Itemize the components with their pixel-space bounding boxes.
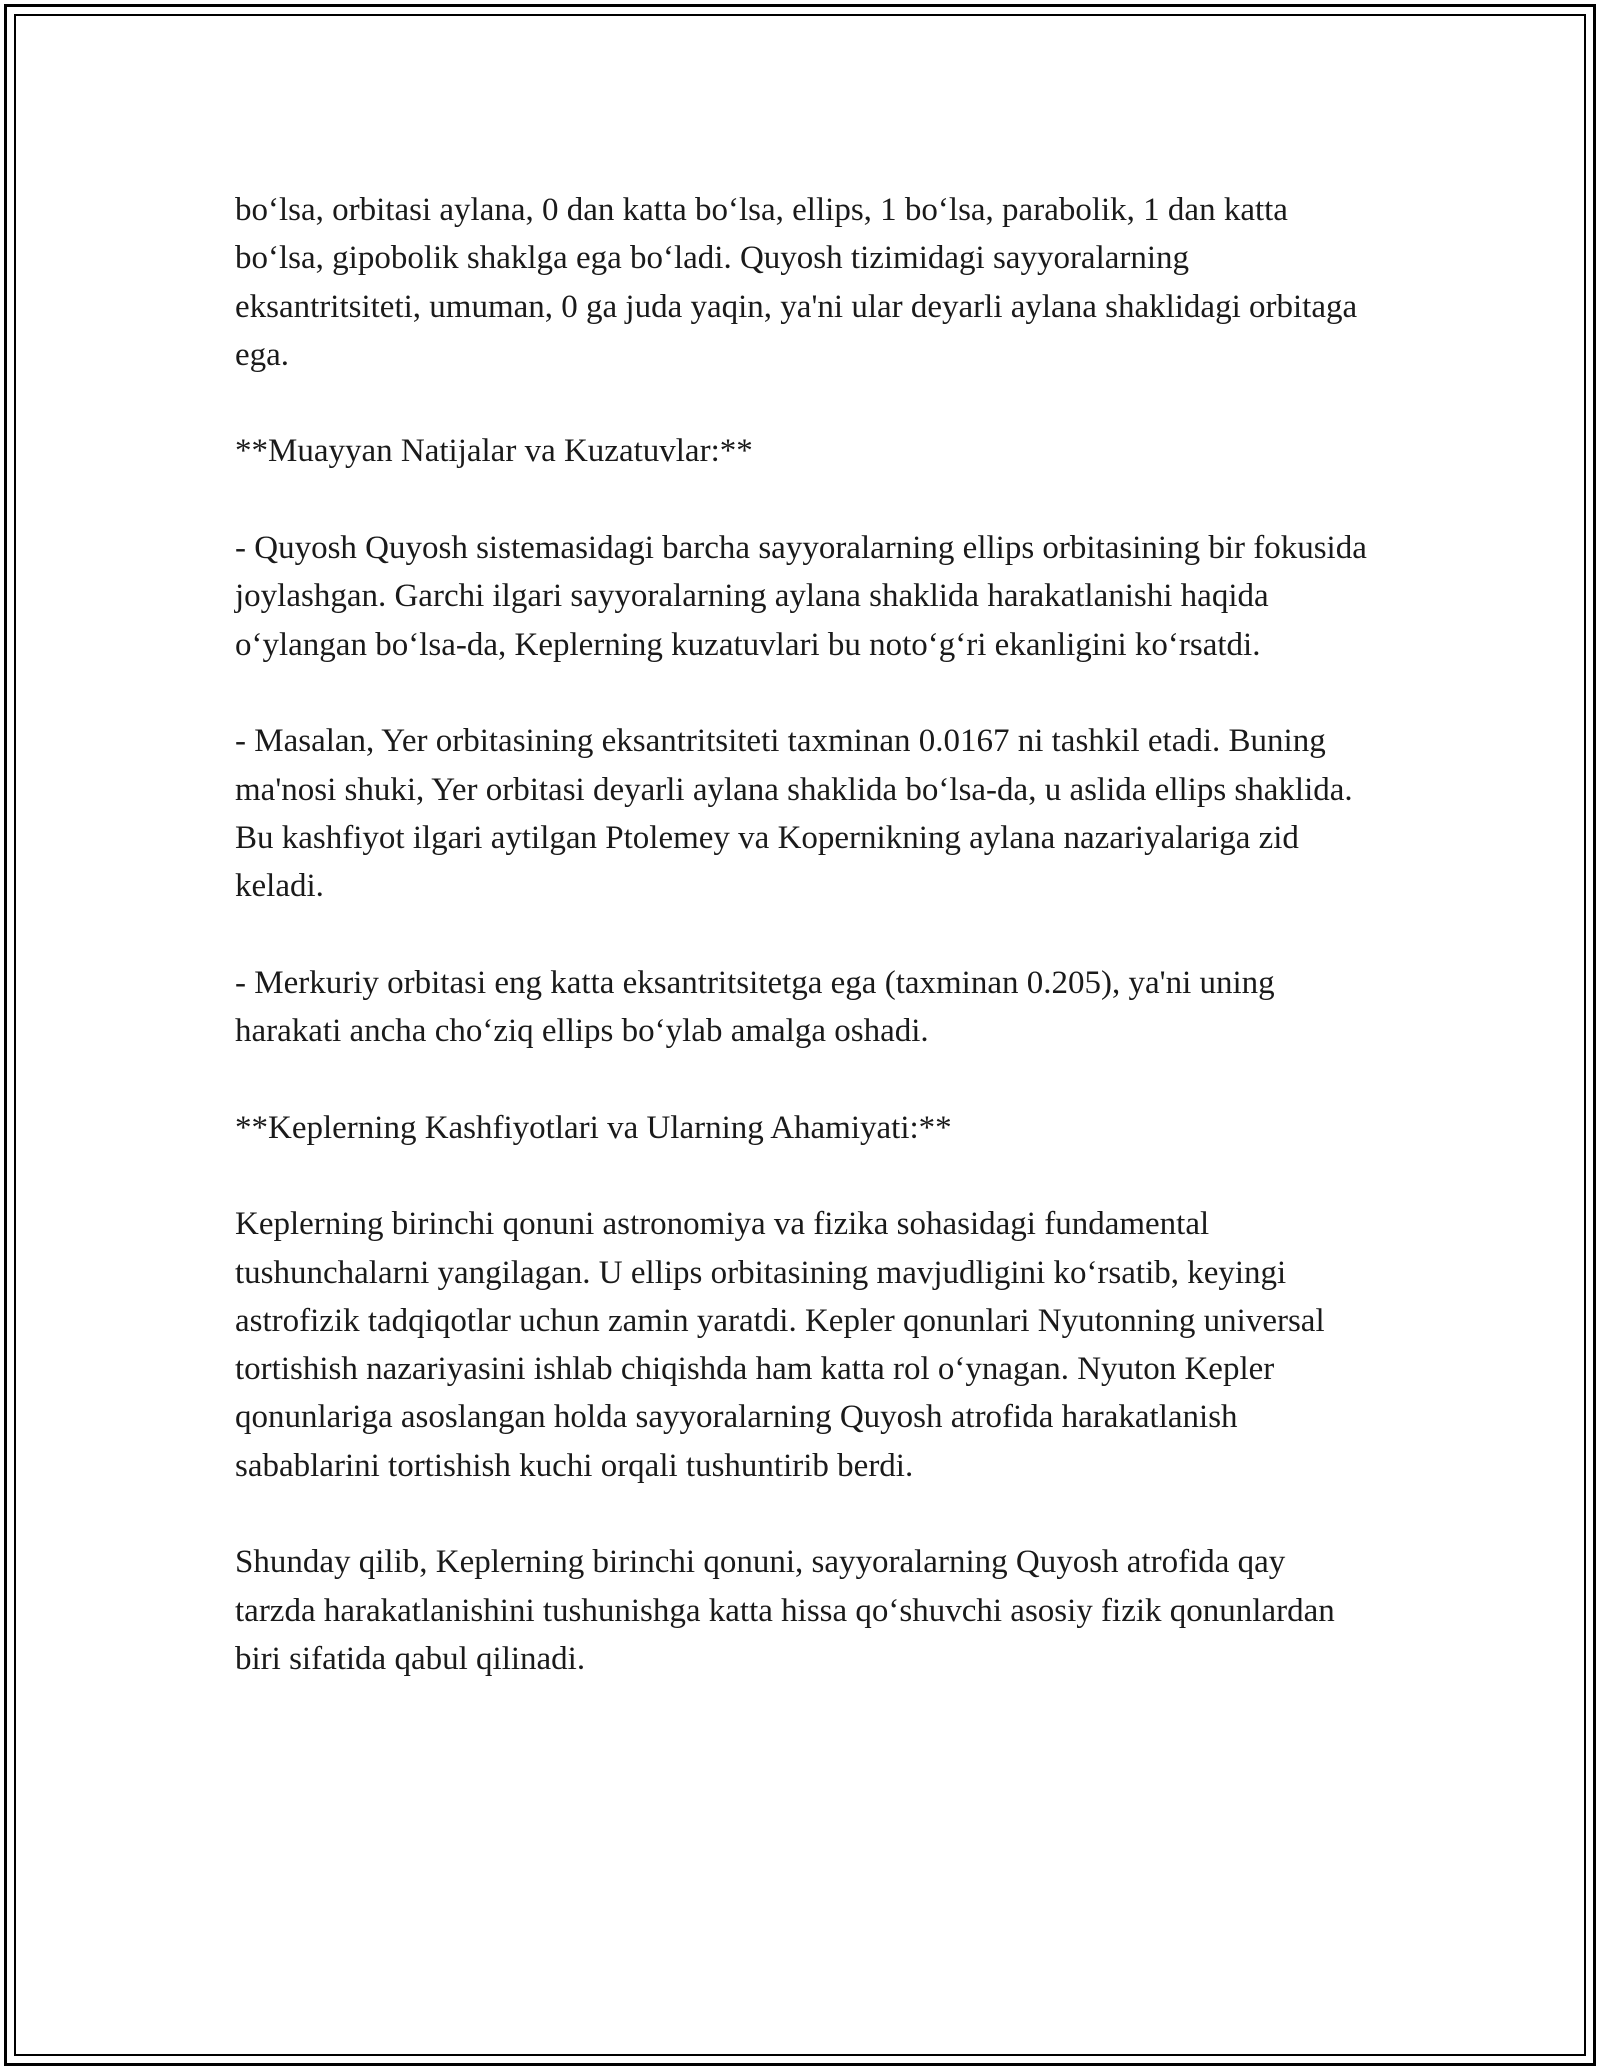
paragraph-sun-focus: - Quyosh Quyosh sistemasidagi barcha sayyoralarning ellips orbitasining bir fokusida joylashgan. Garchi ilgari sayyoralarning aylana shaklida harakatlanishi haqida o‘ylangan bo‘lsa-da, Keplerning kuzatuvlari bu noto‘g‘ri ekanligini ko‘rsatdi.: [235, 530, 1367, 663]
document-body: [235, 186, 1370, 1732]
paragraph-eccentricity-intro: bo‘lsa, orbitasi aylana, 0 dan katta bo‘lsa, ellips, 1 bo‘lsa, parabolik, 1 dan katta bo‘lsa, gipobolik shaklga ega bo‘ladi. Quyosh tizimidagi sayyoralarning eksantritsiteti, umuman, 0 ga juda yaqin, ya'ni ular deyarli aylana shaklidagi orbitaga ega.: [235, 192, 1358, 373]
paragraph-conclusion: Shunday qilib, Keplerning birinchi qonuni, sayyoralarning Quyosh atrofida qay tarzda harakatlanishini tushunishga katta hissa qo‘shuvchi asosiy fizik qonunlardan biri sifatida qabul qilinadi.: [235, 1544, 1335, 1677]
paragraph-mercury-eccentricity: - Merkuriy orbitasi eng katta eksantritsitetga ega (taxminan 0.205), ya'ni uning harakati ancha cho‘ziq ellips bo‘ylab amalga oshadi.: [235, 964, 1275, 1050]
heading-results-observations: **Muayyan Natijalar va Kuzatuvlar:**: [235, 433, 753, 470]
paragraph-earth-eccentricity: - Masalan, Yer orbitasining eksantritsiteti taxminan 0.0167 ni tashkil etadi. Buning ma'nosi shuki, Yer orbitasi deyarli aylana shaklida bo‘lsa-da, u aslida ellips shaklida. Bu kashfiyot ilgari aytilgan Ptolemey va Kopernikning aylana nazariyalariga zid keladi.: [235, 723, 1353, 905]
heading-discoveries-significance: **Keplerning Kashfiyotlari va Ularning Ahamiyati:**: [235, 1109, 952, 1146]
paragraph-kepler-significance: Keplerning birinchi qonuni astronomiya va fizika sohasidagi fundamental tushunchalarni yangilagan. U ellips orbitasining mavjudligini ko‘rsatib, keyingi astrofizik tadqiqotlar uchun zamin yaratdi. Kepler qonunlari Nyutonning universal tortishish nazariyasini ishlab chiqishda ham katta rol o‘ynagan. Nyuton Kepler qonunlariga asoslangan holda sayyoralarning Quyosh atrofida harakatlanish sabablarini tortishish kuchi orqali tushuntirib berdi.: [235, 1206, 1325, 1484]
